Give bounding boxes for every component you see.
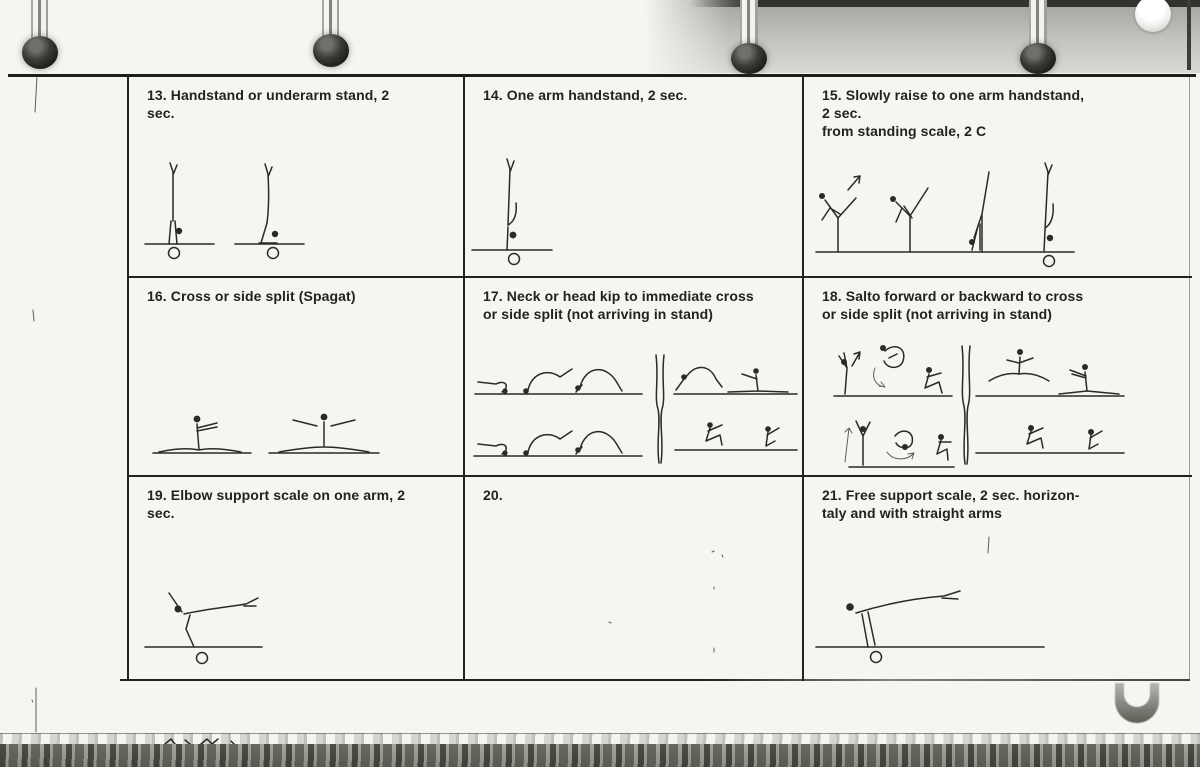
neck-kip-sequence [475,369,642,394]
handstand-figure [169,163,182,244]
standing-scale-figure [819,193,856,252]
element-18-text: 18. Salto forward or backward to cross or side split (not arriving in stand) [822,288,1084,322]
cell-element-17 [465,278,804,477]
binder-post-knob [313,34,349,67]
cell-element-21 [804,477,1192,681]
salto-forward-sequence [834,345,952,396]
side-split-figure [279,414,369,452]
split-figures [147,390,387,470]
cross-split-landing [976,349,1124,396]
up-arrow [848,176,860,190]
binder-spine-dark-edge [690,0,1200,7]
one-arm-handstand-figure [1044,163,1053,252]
elbow-support-scale-figure [142,585,267,668]
side-split-landing [675,422,797,450]
elements-table [127,77,1190,679]
element-21-text: 21. Free support scale, 2 sec. horizon- taly and with straight arms [822,487,1080,521]
salto-backward-sequence [845,421,954,467]
cell-element-14 [465,77,804,278]
element-19-text: 19. Elbow support scale on one arm, 2 sec. [147,487,406,521]
binder-post-stem [740,0,758,48]
cell-element-18 [804,278,1192,477]
cell-element-19 [129,477,465,681]
binder-post-stem [31,0,48,40]
scan-specks [605,542,735,662]
binder-post-knob [22,36,58,69]
cell-element-15 [804,77,1192,278]
binder-ring-shadow [1115,683,1159,723]
element-13-text: 13. Handstand or underarm stand, 2 sec. [147,87,390,121]
binder-post-stem [1029,0,1047,48]
salto-to-split-figures [819,330,1129,470]
binder-post-stem [322,0,339,38]
binder-post-knob [731,43,767,74]
cell-element-20 [465,477,804,681]
handstand-and-underarm-stand-figures [142,155,322,267]
cell-element-13 [129,77,465,278]
element-15-text: 15. Slowly raise to one arm handstand, 2 sec. from standing scale, 2 C [822,87,1085,139]
binder-ring-shadow-inner [1124,683,1150,707]
head-kip-sequence [474,431,642,456]
raise-to-one-arm-handstand-sequence [812,160,1084,268]
binder-spine-band [645,0,1200,73]
page-right-edge-shadow [1187,0,1191,70]
press-split-figure [969,172,989,252]
free-support-scale-figure [812,535,1049,668]
divider-squiggle [962,346,970,464]
cell-element-16 [129,278,465,477]
element-20-text: 20. [483,487,503,503]
lever-down-figure [890,188,928,252]
divider-squiggle [656,355,664,463]
side-split-landing [976,425,1124,453]
element-16-text: 16. Cross or side split (Spagat) [147,288,356,304]
margin-pen-marks [25,70,55,750]
cross-split-landing [674,367,797,394]
element-17-text: 17. Neck or head kip to immediate cross or side split (not arriving in stand) [483,288,754,322]
element-14-text: 14. One arm handstand, 2 sec. [483,87,688,103]
cross-split-figure [159,416,241,452]
binder-post-knob [1020,43,1056,74]
kip-to-split-figures [470,335,800,468]
stray-pen-tick [988,537,989,553]
underarm-stand-figure [259,164,278,243]
one-arm-handstand-figure [467,147,567,265]
scan-edge-band-dark [0,744,1200,767]
